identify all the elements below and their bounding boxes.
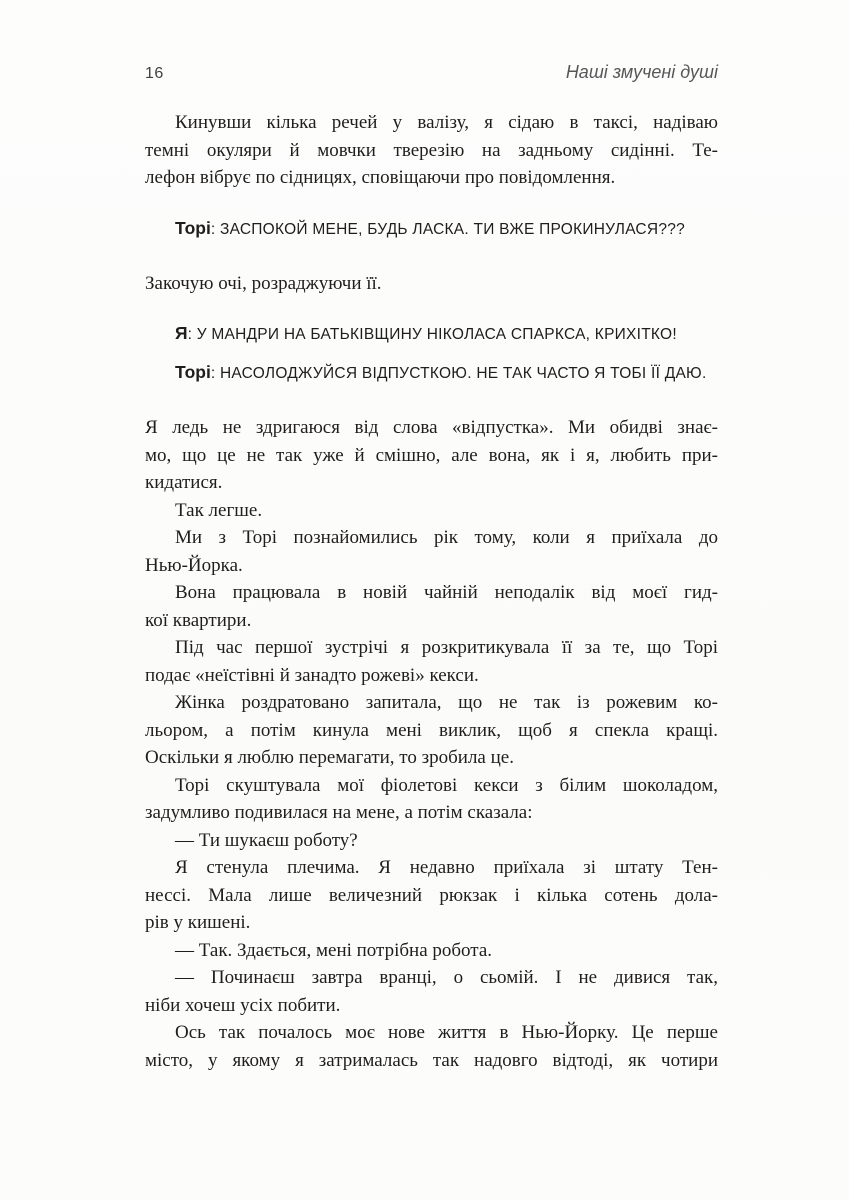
dialogue-text: НАСОЛОДЖУЙСЯ ВІДПУСТКОЮ. НЕ ТАК ЧАСТО Я ТОБІ ЇЇ ДАЮ. <box>219 365 707 382</box>
text-line: задумливо подивилася на мене, а потім сказала: <box>145 802 533 823</box>
text-line: Я стенула плечима. Я недавно приїхала зі штату Тен- <box>175 857 718 878</box>
paragraph <box>145 827 718 855</box>
text-line: Закочую очі, розраджуючи її. <box>145 272 382 294</box>
text-line: Оскільки я люблю перемагати, то зробила це. <box>145 747 514 768</box>
running-title: Наші змучені душі <box>565 62 718 82</box>
text-line: Нью-Йорка. <box>145 554 243 576</box>
speaker-name: Я <box>175 323 188 343</box>
text-body <box>145 109 718 1074</box>
text-line: Так легше. <box>175 499 263 521</box>
dialogue-entry <box>175 360 718 386</box>
text-line: рів у кишені. <box>145 912 251 933</box>
text-line: — Починаєш завтра вранці, о сьомій. І не дивися так, <box>175 967 718 988</box>
speaker-name: Торі <box>175 362 211 382</box>
text-line: Торі скуштувала мої фіолетові кекси з білим шоколадом, <box>175 774 718 796</box>
dialogue-text: У МАНДРИ НА БАТЬКІВЩИНУ НІКОЛАСА СПАРКСА, КРИХІТКО! <box>196 326 677 343</box>
text-line: — Ти шукаєш роботу? <box>175 829 358 851</box>
paragraph <box>145 524 718 579</box>
text-line: кої квартири. <box>145 609 252 631</box>
dialogue-block <box>145 216 718 242</box>
text-line: темні окуляри й мовчки тверезію на задньому сидінні. Те- <box>145 139 718 161</box>
paragraph <box>145 689 718 772</box>
text-line: Ось так почалось моє нове життя в Нью-Йорку. Це перше <box>175 1022 718 1043</box>
paragraph <box>145 937 718 965</box>
speaker-separator: : <box>187 326 197 343</box>
text-line: кидатися. <box>145 472 223 493</box>
text-line: Вона працювала в новій чайній неподалік від моєї гид- <box>175 582 718 603</box>
text-line: — Так. Здається, мені потрібна робота. <box>175 939 493 961</box>
text-line: нессі. Мала лише величезний рюкзак і кілька сотень дола- <box>145 884 718 906</box>
paragraph <box>145 579 718 634</box>
speaker-name: Торі <box>175 217 211 238</box>
paragraph <box>145 964 718 1019</box>
paragraph <box>145 270 718 298</box>
dialogue-text: ЗАСПОКОЙ МЕНЕ, БУДЬ ЛАСКА. ТИ ВЖЕ ПРОКИНУЛАСЯ??? <box>219 220 685 238</box>
text-line: льором, а потім кинула мені виклик, щоб я спекла кращі. <box>145 719 718 741</box>
paragraph <box>145 497 718 525</box>
paragraph <box>145 854 718 937</box>
text-line: Ми з Торі познайомились рік тому, коли я приїхала до <box>175 527 718 548</box>
text-line: Кинувши кілька речей у валізу, я сідаю в таксі, надіваю <box>175 112 718 133</box>
paragraph <box>145 109 718 192</box>
text-line: ніби хочеш усіх побити. <box>145 994 341 1016</box>
text-line: подає «неїстівні й занадто рожеві» кекси. <box>145 664 479 686</box>
text-line: лефон вібрує по сідницях, сповіщаючи про повідомлення. <box>145 167 616 188</box>
paragraph <box>145 772 718 827</box>
speaker-separator: : <box>210 220 220 238</box>
text-line: місто, у якому я затрималась так надовго відтоді, як чотири <box>145 1049 718 1071</box>
dialogue-entry <box>175 216 718 242</box>
page-number: 16 <box>145 65 164 82</box>
text-line: Я ледь не здригаюся від слова «відпустка». Ми обидві знає- <box>145 417 718 438</box>
dialogue-block <box>145 321 718 386</box>
text-line: Під час першої зустрічі я розкритикувала її за те, що Торі <box>175 637 718 658</box>
page-header <box>145 62 718 82</box>
dialogue-entry <box>175 321 718 347</box>
text-line: Жінка роздратовано запитала, що не так із рожевим ко- <box>175 692 718 713</box>
paragraph <box>145 1019 718 1074</box>
speaker-separator: : <box>210 365 220 382</box>
text-line: мо, що це не так уже й смішно, але вона, як і я, любить при- <box>145 444 718 466</box>
paragraph <box>145 634 718 689</box>
paragraph <box>145 414 718 497</box>
